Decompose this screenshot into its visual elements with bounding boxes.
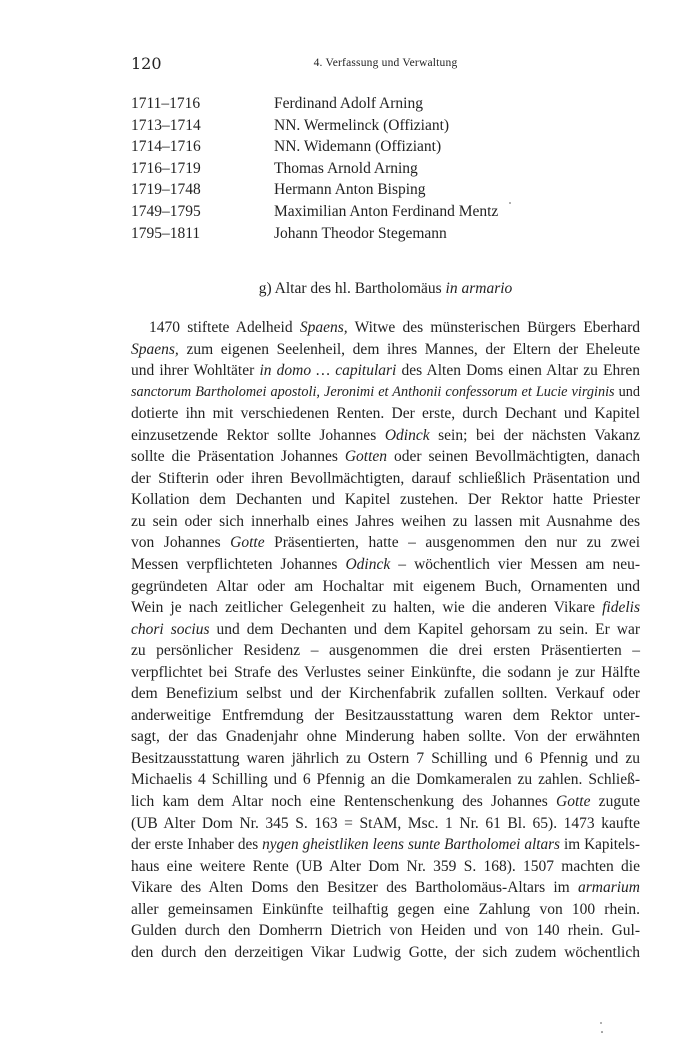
succession-years: 1749–1795 [131,202,201,220]
succession-years: 1719–1748 [131,181,201,199]
italic-phrase: armarium [577,879,640,897]
text-run: gegründeten Altar oder am Hochaltar mit eigenem Buch, Ornamenten und [131,577,640,595]
section-heading-italic: in armario [445,280,513,297]
succession-row [131,136,591,158]
italic-phrase: fidelis [602,599,640,617]
text-line [131,726,640,748]
text-line [131,619,640,641]
text-line [131,640,640,662]
text-run: der erste Inhaber des [131,836,263,854]
italic-phrase: Gotte [230,534,265,552]
text-line [131,834,640,856]
text-run: und dem Dechanten und dem Kapitel gehorsam zu sein. Er war [209,620,641,638]
succession-row [131,115,591,137]
text-run: und [614,383,641,400]
text-line [131,899,640,921]
text-run: verpflichtet bei Strafe des Verlustes seiner Einkünfte, die sodann je zur Hälfte [131,663,640,681]
italic-phrase: Spaens, [131,340,179,358]
succession-years: 1714–1716 [131,138,201,156]
text-run: Präsentierten, hatte – ausgenommen den nur zu zwei [264,534,641,552]
running-title: 4. Verfassung und Verwaltung [313,57,458,69]
text-line [131,468,640,490]
text-line [131,662,640,684]
text-line [131,813,640,835]
text-line [131,791,640,813]
text-run: Besitzausstattung waren jährlich zu Ostern 7 Schilling und 6 Pfennig und zu [131,749,640,767]
italic-phrase: Gotte [556,793,591,811]
text-run: Michaelis 4 Schilling und 6 Pfennig an die Domkameralen zu zahlen. Schließ- [131,771,640,789]
text-run: zu sein oder sich innerhalb eines Jahres weihen zu lassen mit Ausnahme des [131,512,640,530]
succession-holder: Johann Theodor Stegemann [274,224,447,242]
italic-phrase: sanctorum Bartholomei apostoli, Jeronimi et Anthonii confessorum et Lucie virginis [131,383,615,400]
text-line [131,317,640,339]
succession-holder: NN. Widemann (Offiziant) [274,138,442,156]
body-paragraph [131,317,640,963]
text-line [131,576,640,598]
scan-speck [509,202,511,204]
text-run: sein; bei der nächsten Vakanz [429,426,640,444]
text-line [131,403,640,425]
text-line [131,339,640,361]
text-run: sagt, der das Gnadenjahr ohne Minderung haben sollte. Von der erwähnten [131,728,640,746]
succession-years: 1713–1714 [131,116,201,134]
text-line [131,705,640,727]
text-run: einzusetzende Rektor sollte Johannes [131,426,385,444]
text-run: und ihrer Wohltäter [131,362,260,380]
section-heading-text: g) Altar des hl. Bartholomäus [258,280,442,297]
succession-row [131,201,591,223]
text-run: anderweitige Entfremdung der Besitzausstattung waren dem Rektor unter- [131,706,640,724]
text-run: sollte die Präsentation Johannes [131,448,345,466]
text-run: Witwe des münsterischen Bürgers Eberhard [347,319,640,336]
text-run: Vikare des Alten Doms den Besitzer des Bartholomäus-Altars im [131,879,578,897]
succession-holder: Maximilian Anton Ferdinand Mentz [274,202,499,220]
text-run: zugute [590,793,641,811]
text-run: lich kam dem Altar noch eine Rentenschenkung des Johannes [131,793,557,811]
succession-holder: Ferdinand Adolf Arning [274,95,423,112]
text-line [131,597,640,619]
succession-years: 1716–1719 [131,159,201,177]
scan-speck [601,1031,603,1033]
text-run: zum eigenen Seelenheil, dem ihres Mannes, der Eltern der Eheleute [178,340,640,358]
text-line [131,446,640,468]
section-heading [131,280,640,298]
succession-list [131,93,591,244]
italic-phrase: Odinck [345,556,391,574]
text-line [131,360,640,382]
italic-phrase: nygen gheistliken leens sunte Bartholomei altars [262,836,560,854]
succession-years: 1711–1716 [131,95,201,112]
text-run: (UB Alter Dom Nr. 345 S. 163 = StAM, Msc. 1 Nr. 61 Bl. 65). 1473 kaufte [131,814,640,832]
text-line [131,382,640,404]
text-run: – wöchentlich vier Messen am neu- [390,556,640,574]
text-line [131,942,640,964]
text-line [131,920,640,942]
text-run: haus eine weitere Rente (UB Alter Dom Nr. 359 S. 168). 1507 machten die [131,857,640,875]
succession-row [131,158,591,180]
text-line [131,856,640,878]
text-run: aller gemeinsamen Einkünfte teilhaftig gegen eine Zahlung von 100 rhein. [131,900,640,918]
succession-holder: NN. Wermelinck (Offiziant) [274,116,450,134]
italic-phrase: Gotten [344,448,388,466]
text-line [131,425,640,447]
text-run: Kollation dem Dechanten und Kapitel zustehen. Der Rektor hatte Priester [131,491,640,509]
succession-holder: Thomas Arnold Arning [274,159,418,177]
text-run: dotierte ihn mit verschiedenen Renten. Der erste, durch Dechant und Kapitel [131,405,640,423]
text-run: des Alten Doms einen Altar zu Ehren [396,362,640,380]
text-run: Wein je nach zeitlicher Gelegenheit zu halten, wie die anderen Vikare [131,599,603,617]
text-run: von Johannes [131,534,231,552]
text-run: der Stifterin oder ihren Bevollmächtigten, darauf schließlich Präsentation und [131,469,640,487]
text-run: zu persönlicher Residenz – ausgenommen die drei ersten Präsentierten – [131,642,640,660]
succession-row [131,93,591,115]
scan-speck [600,1022,602,1024]
text-line [131,769,640,791]
italic-phrase: chori socius [131,620,210,638]
text-run: im Kapitels- [560,836,640,854]
text-run: dem Benefizium selbst und der Kirchenfabrik zufallen sollten. Verkauf oder [131,685,640,703]
page-number: 120 [131,54,162,73]
text-line [131,683,640,705]
succession-holder: Hermann Anton Bisping [274,181,426,199]
text-run: Gulden durch den Domherrn Dietrich von Heiden und von 140 rhein. Gul- [131,922,640,940]
text-run: oder seinen Bevollmächtigten, danach [387,448,640,466]
text-line [131,511,640,533]
text-run: den durch den derzeitigen Vikar Ludwig Gotte, der sich zudem wöchentlich [131,943,640,961]
text-line [131,489,640,511]
succession-years: 1795–1811 [131,224,201,242]
text-line [131,554,640,576]
text-line [131,532,640,554]
italic-phrase: in domo … capitulari [259,362,397,380]
italic-phrase: Spaens, [299,319,348,336]
italic-phrase: Odinck [384,426,430,444]
text-line [131,748,640,770]
text-run: 1470 stiftete Adelheid [149,319,300,336]
text-run: Messen verpflichteten Johannes [131,556,346,574]
succession-row [131,179,591,201]
text-line [131,877,640,899]
succession-row [131,223,591,245]
page-header [131,54,640,76]
